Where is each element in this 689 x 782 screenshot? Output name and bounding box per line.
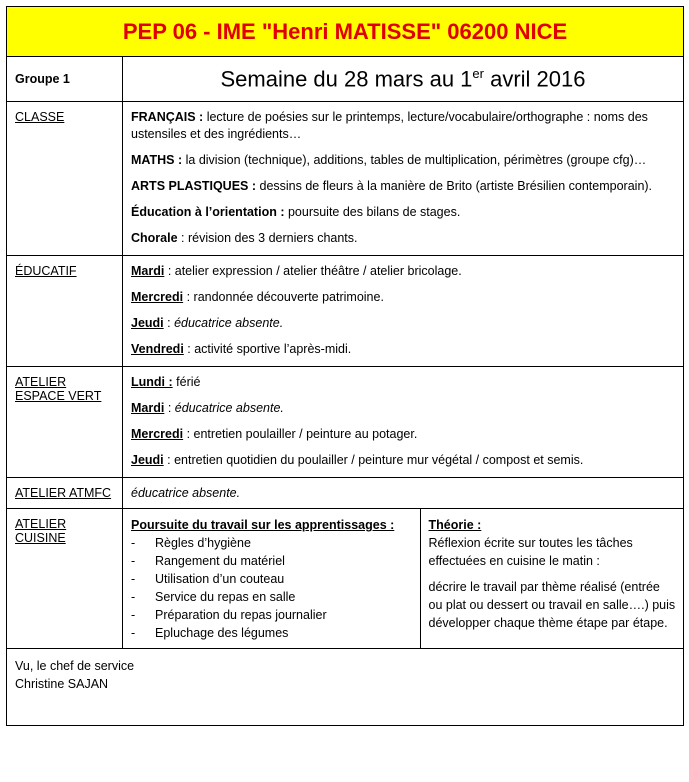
week-sup: er	[472, 65, 484, 81]
theorie-paragraph-1: Réflexion écrite sur toutes les tâches effectuées en cuisine le matin :	[428, 536, 633, 568]
week-prefix: Semaine du 28 mars au 1	[220, 66, 473, 92]
subject-text: poursuite des bilans de stages.	[284, 205, 461, 219]
list-item: - Règles d’hygiène	[131, 536, 251, 550]
list-item-text: Service du repas en salle	[155, 590, 296, 604]
educatif-line	[131, 289, 675, 306]
footer-row	[7, 649, 684, 726]
apprentissages-title: Poursuite du travail sur les apprentissages :	[131, 518, 395, 532]
cuisine-theorie	[420, 509, 684, 648]
separator: :	[183, 427, 194, 441]
footer-line-1: Vu, le chef de service	[15, 659, 135, 673]
list-item: - Préparation du repas journalier	[131, 608, 327, 622]
subject-title: FRANÇAIS :	[131, 110, 204, 124]
day-text: férié	[176, 375, 201, 389]
day-label: Jeudi	[131, 453, 164, 467]
document-sheet	[6, 6, 683, 726]
educatif-label: ÉDUCATIF	[15, 264, 77, 278]
theorie-paragraph-2: décrire le travail par thème réalisé (entrée ou plat ou dessert ou travail en salle….) puis développer chaque thème étape par étape.	[428, 580, 676, 630]
list-item: - Rangement du matériel	[131, 554, 285, 568]
espace-vert-line	[131, 400, 675, 417]
cuisine-label-line2: CUISINE	[15, 531, 66, 545]
educatif-line	[131, 263, 675, 280]
schedule-table	[6, 6, 684, 726]
classe-line	[131, 152, 675, 169]
day-label: Jeudi	[131, 316, 164, 330]
espace-vert-content	[123, 367, 684, 478]
list-item-text: Rangement du matériel	[155, 554, 285, 568]
day-label: Mardi	[131, 264, 165, 278]
cuisine-row	[7, 509, 684, 649]
cuisine-inner-table	[123, 509, 684, 648]
week-suffix: avril 2016	[483, 66, 586, 92]
list-item: - Epluchage des légumes	[131, 626, 289, 640]
subject-text: lecture de poésies sur le printemps, lecture/vocabulaire/orthographe : noms des ustensiles et des ingrédients…	[131, 110, 648, 141]
atmfc-label-cell	[7, 478, 123, 509]
day-text: : atelier expression / atelier théâtre / atelier bricolage.	[164, 264, 462, 278]
classe-line	[131, 230, 675, 247]
espace-vert-label-line1: ATELIER	[15, 375, 67, 389]
educatif-line	[131, 315, 675, 332]
week-title	[123, 57, 684, 102]
list-item-text: Epluchage des légumes	[155, 626, 289, 640]
separator: :	[163, 316, 175, 330]
classe-line	[131, 109, 675, 143]
subject-title: ARTS PLASTIQUES :	[131, 179, 257, 193]
day-text: éducatrice absente.	[174, 401, 284, 415]
subject-text: : révision des 3 derniers chants.	[177, 231, 358, 245]
classe-label-cell	[7, 102, 123, 256]
educatif-line	[131, 341, 675, 358]
list-item: - Utilisation d’un couteau	[131, 572, 285, 586]
theorie-title: Théorie :	[428, 518, 482, 532]
day-text: éducatrice absente.	[174, 316, 284, 330]
espace-vert-line	[131, 452, 675, 469]
espace-vert-label-cell	[7, 367, 123, 478]
educatif-label-cell	[7, 256, 123, 367]
espace-vert-line	[131, 426, 675, 443]
group-label	[7, 57, 123, 102]
day-text: entretien quotidien du poulailler / peinture mur végétal / compost et semis.	[174, 453, 584, 467]
group-text: Groupe 1	[15, 72, 70, 86]
day-text: entretien poulailler / peinture au potager.	[193, 427, 418, 441]
subject-title: Chorale	[131, 231, 178, 245]
list-item-text: Règles d’hygiène	[155, 536, 251, 550]
subject-title: MATHS :	[131, 153, 183, 167]
cuisine-content	[123, 509, 684, 649]
day-text: : activité sportive l’après-midi.	[183, 342, 352, 356]
apprentissages-list	[131, 534, 412, 642]
week-row	[7, 57, 684, 102]
educatif-content	[123, 256, 684, 367]
classe-line	[131, 204, 675, 221]
day-label: Lundi :	[131, 375, 173, 389]
classe-content	[123, 102, 684, 256]
atmfc-label: ATELIER ATMFC	[15, 486, 112, 500]
header-cell	[7, 7, 684, 57]
list-item: - Service du repas en salle	[131, 590, 296, 604]
educatif-row	[7, 256, 684, 367]
subject-text: la division (technique), additions, tables de multiplication, périmètres (groupe cfg)…	[182, 153, 647, 167]
footer-cell	[7, 649, 684, 726]
footer-signatory: Christine SAJAN	[15, 677, 109, 691]
cuisine-label-cell	[7, 509, 123, 649]
atmfc-row	[7, 478, 684, 509]
classe-row	[7, 102, 684, 256]
cuisine-apprentissages	[123, 509, 420, 648]
subject-text: dessins de fleurs à la manière de Brito (artiste Brésilien contemporain).	[256, 179, 653, 193]
atmfc-content	[123, 478, 684, 509]
classe-label: CLASSE	[15, 110, 65, 124]
day-label: Mardi	[131, 401, 165, 415]
subject-title: Éducation à l’orientation :	[131, 205, 285, 219]
header-row	[7, 7, 684, 57]
espace-vert-row	[7, 367, 684, 478]
day-label: Vendredi	[131, 342, 184, 356]
espace-vert-label-line2: ESPACE VERT	[15, 389, 102, 403]
day-label: Mercredi	[131, 290, 184, 304]
list-item-text: Préparation du repas journalier	[155, 608, 327, 622]
page-title: PEP 06 - IME "Henri MATISSE" 06200 NICE	[122, 19, 568, 44]
cuisine-label-line1: ATELIER	[15, 517, 67, 531]
day-label: Mercredi	[131, 427, 184, 441]
list-item-text: Utilisation d’un couteau	[155, 572, 285, 586]
separator: :	[164, 401, 175, 415]
espace-vert-line	[131, 374, 675, 391]
classe-line	[131, 178, 675, 195]
atmfc-text: éducatrice absente.	[131, 486, 241, 500]
day-text: : randonnée découverte patrimoine.	[183, 290, 384, 304]
separator: :	[163, 453, 175, 467]
